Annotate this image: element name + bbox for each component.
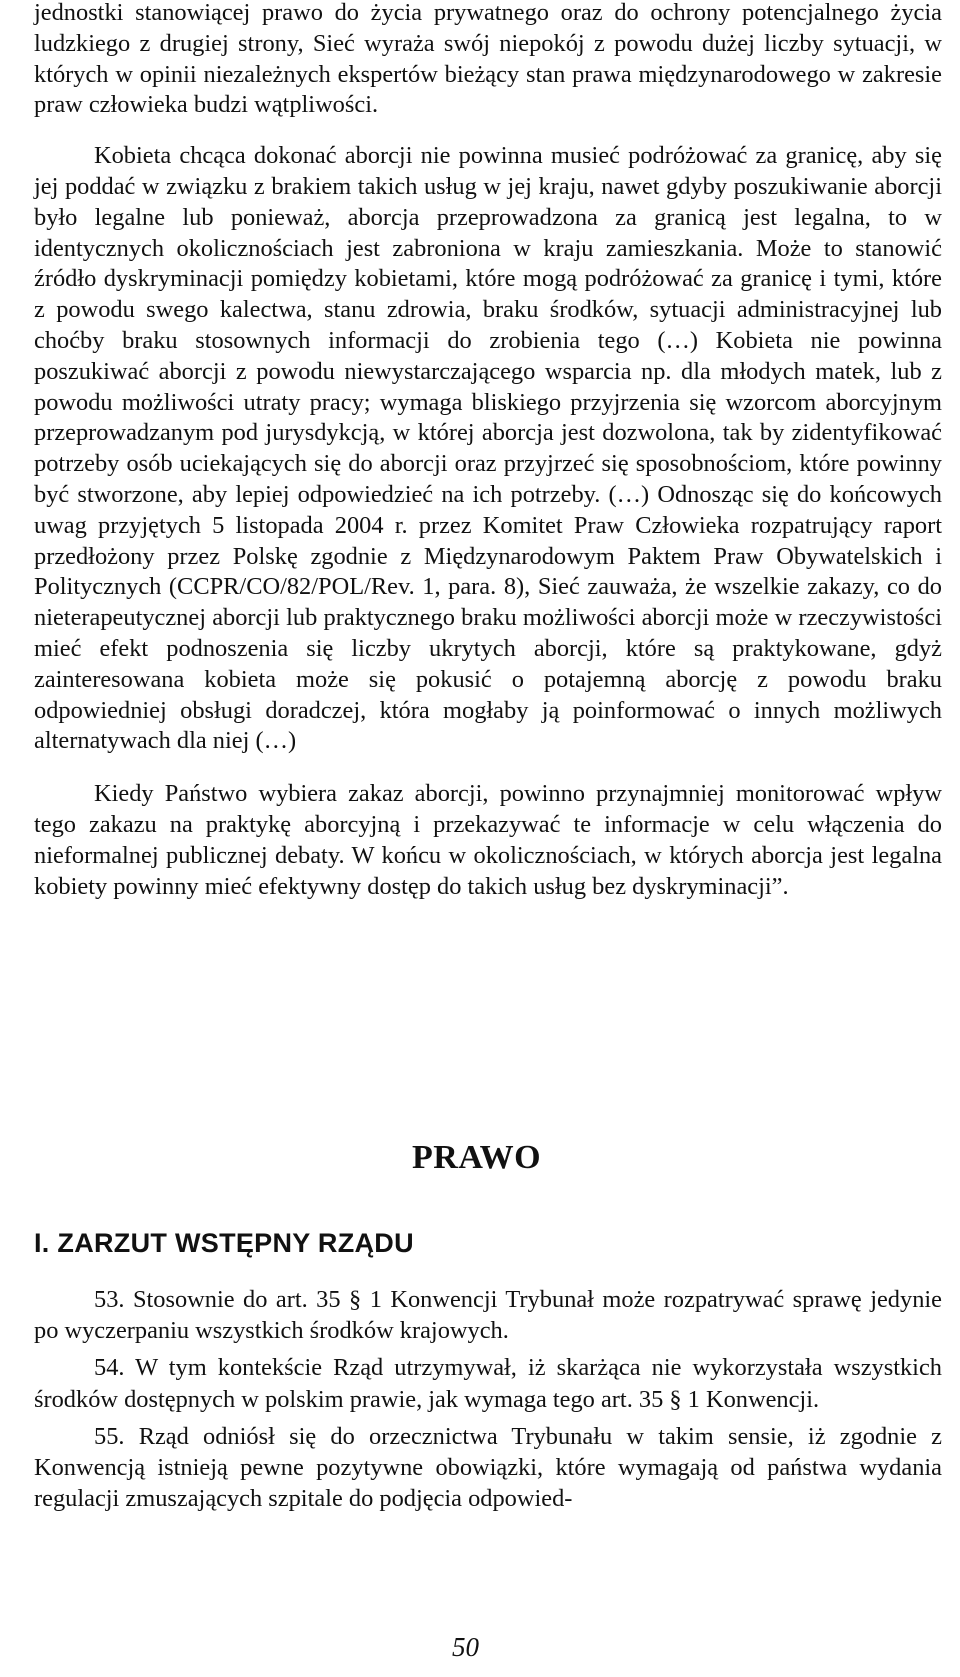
paragraph-continuation: jednostki stanowiącej prawo do życia prywatnego oraz do ochrony potencjalnego życia ludzkiego z drugiej strony, Sieć wyraża swój niepokój z powodu dużej liczby sytuacji, w których w opinii niezależnych ekspertów bieżący stan prawa międzynarodowego w zakresie praw człowieka budzi wątpliwości. <box>34 0 942 119</box>
chapter-title: I. ZARZUT WSTĘPNY RZĄDU <box>34 1228 414 1258</box>
law-section <box>34 1284 942 1514</box>
paragraph-state-ban: Kiedy Państwo wybiera zakaz aborcji, powinno przynajmniej monitorować wpływ tego zakazu na praktykę aborcyjną i przekazywać te informacje w celu włączenia do nieformalnej publicznej debaty. W końcu w okolicznościach, w których aborcja jest legalna kobiety powinny mieć efektywny dostęp do takich usług bez dyskryminacji”. <box>34 780 942 900</box>
section-title: PRAWO <box>412 1139 542 1176</box>
law-paragraph-54: 54. W tym kontekście Rząd utrzymywał, iż skarżąca nie wykorzystała wszystkich środków dostępnych w polskim prawie, jak wymaga tego art. 35 § 1 Konwencji. <box>34 1354 942 1413</box>
page-number: 50 <box>452 1632 479 1662</box>
law-paragraph-53: 53. Stosownie do art. 35 § 1 Konwencji Trybunał może rozpatrywać sprawę jedynie po wyczerpaniu wszystkich środków krajowych. <box>34 1286 942 1345</box>
document-page <box>34 0 942 1677</box>
law-paragraph-55: 55. Rząd odniósł się do orzecznictwa Trybunału w takim sensie, iż zgodnie z Konwencją istnieją pewne pozytywne obowiązki, które wymagają od państwa wydania regulacji zmuszających szpitale do podjęcia odpowied- <box>34 1422 942 1513</box>
paragraph-abortion-travel: Kobieta chcąca dokonać aborcji nie powinna musieć podróżować za granicę, aby się jej poddać w związku z brakiem takich usług w jej kraju, nawet gdyby poszukiwanie aborcji było legalne lub ponieważ, aborcja przeprowadzona za granicą jest legalna, to w identycznych okolicznościach jest zabroniona w kraju zamieszkania. Może to stanowić źródło dyskryminacji pomiędzy kobietami, które mogą podróżować za granicę i tymi, które z powodu swego kalectwa, stanu zdrowia, braku środków, sytuacji administracyjnej lub choćby braku stosownych informacji do zrobienia tego (…) Kobieta nie powinna poszukiwać aborcji z powodu niewystarczającego wsparcia np. dla młodych matek, lub z powodu możliwości utraty pracy; wymaga bliskiego przyjrzenia się wzorcom aborcyjnym przeprowadzanym pod jurysdykcją, w której aborcja jest dozwolona, tak by zidentyfikować potrzeby osób uciekających się do aborcji oraz przyjrzeć się sposobnościom, które powinny być stworzone, aby lepiej odpowiedzieć na ich potrzeby. (…) Odnosząc się do końcowych uwag przyjętych 5 listopada 2004 r. przez Komitet Praw Człowieka rozpatrujący raport przedłożony przez Polskę zgodnie z Międzynarodowym Paktem Praw Obywatelskich i Politycznych (CCPR/CO/82/POL/Rev. 1, para. 8), Sieć zauważa, że wszelkie zakazy, co do nieterapeutycznej aborcji lub praktycznego braku możliwości aborcji może w rzeczywistości mieć efekt podnoszenia się liczby ukrytych aborcji, które są praktykowane, gdyż zainteresowana kobieta może się pokusić o potajemną aborcję z powodu braku odpowiedniej obsługi doradczej, która mogłaby ją poinformować o innych możliwych alternatywach dla niej (…) <box>34 142 942 755</box>
